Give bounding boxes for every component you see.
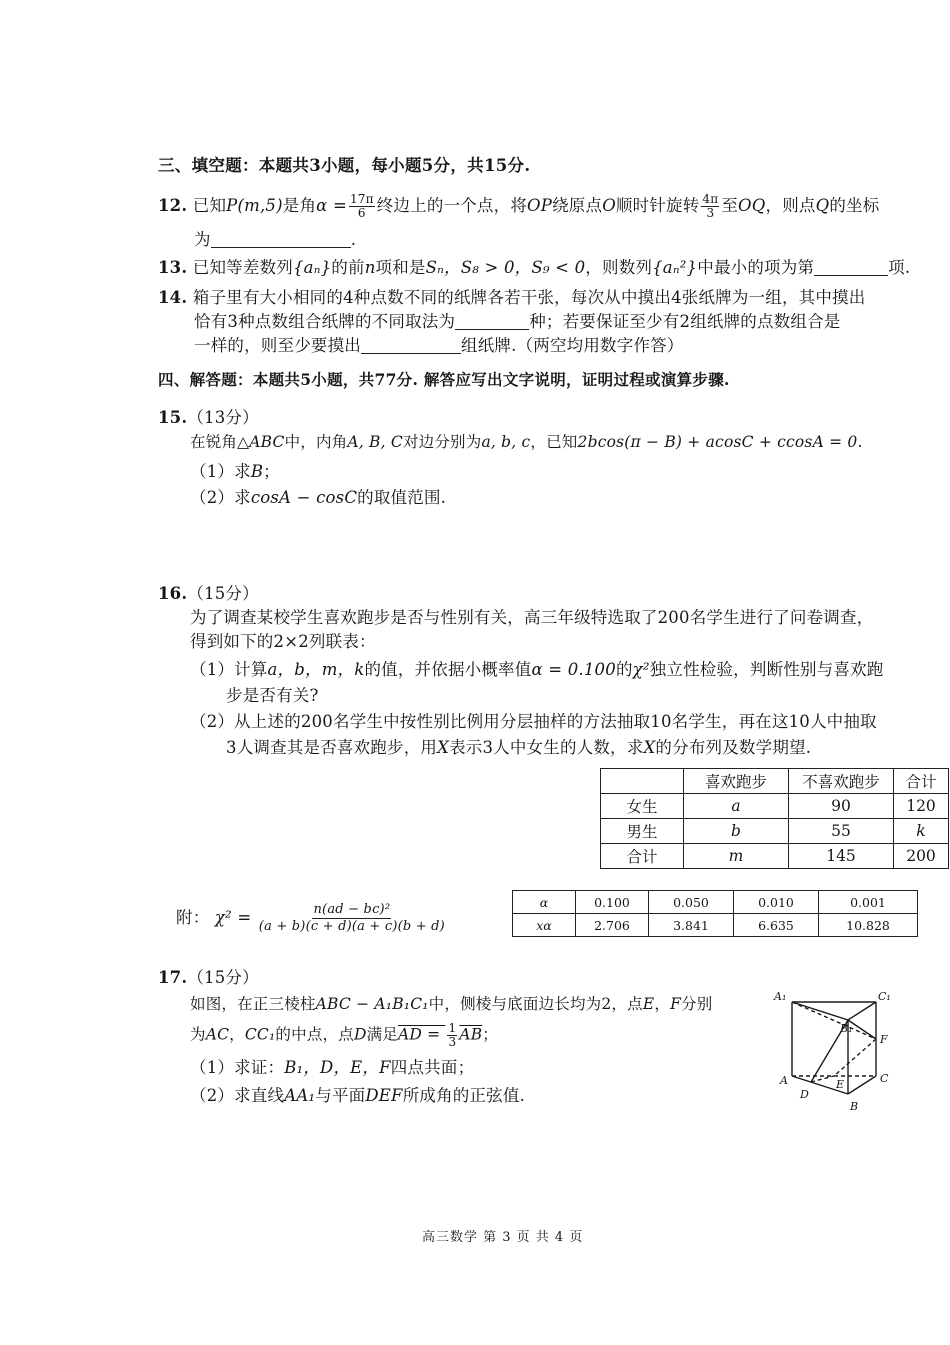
table-cell: 0.010 xyxy=(734,891,819,914)
label-b: B xyxy=(850,1100,859,1113)
question-17-part2 xyxy=(190,1082,525,1106)
text: 独立性检验，判断性别与喜欢跑 xyxy=(649,660,884,679)
math: α = 0.100 xyxy=(531,660,616,679)
question-16-part2-line1: （2）从上述的200名学生中按性别比例用分层抽样的方法抽取10名学生，再在这10人中抽取 xyxy=(190,712,877,731)
appendix-formula xyxy=(176,902,447,935)
text: 的取值范围. xyxy=(357,488,447,507)
table-cell: b xyxy=(684,819,789,844)
text: 组纸牌.（两空均用数字作答） xyxy=(461,336,684,355)
math: DEF xyxy=(365,1086,403,1105)
denominator: (a + b)(c + d)(a + c)(b + d) xyxy=(258,919,445,934)
table-cell: 0.100 xyxy=(576,891,649,914)
math: O xyxy=(602,196,616,215)
text: 绕原点 xyxy=(552,196,603,215)
table-cell: 6.635 xyxy=(734,914,819,937)
table-row xyxy=(513,914,918,937)
text: . xyxy=(350,230,357,249)
text: 如图，在正三棱柱 xyxy=(190,995,316,1013)
text: 所成角的正弦值. xyxy=(402,1086,526,1105)
text: （1）计算 xyxy=(190,660,268,679)
question-score: （13分） xyxy=(187,408,259,427)
edge-b1c1 xyxy=(848,1002,876,1020)
text: 四点共面； xyxy=(390,1058,475,1077)
text: 种；若要保证至少有2组纸牌的点数组合是 xyxy=(529,312,841,331)
text: ，则点 xyxy=(765,196,816,215)
answer-blank[interactable] xyxy=(211,231,351,248)
table-cell: xα xyxy=(513,914,576,937)
table-row xyxy=(601,819,949,844)
math: cosA − cosC xyxy=(250,488,358,507)
question-score: （15分） xyxy=(187,968,259,987)
question-12 xyxy=(158,192,879,220)
edge-a1b1 xyxy=(792,1002,848,1020)
question-number: 13. xyxy=(158,258,188,277)
prism-figure xyxy=(770,984,900,1120)
math: X xyxy=(643,738,656,757)
text: 中，内角 xyxy=(284,433,348,451)
math: a，b，m，k xyxy=(267,660,365,679)
fraction xyxy=(447,1022,457,1049)
question-number: 12. xyxy=(158,196,188,215)
table-cell: 10.828 xyxy=(819,914,918,937)
question-12-cont xyxy=(194,226,356,250)
label-e: E xyxy=(836,1078,845,1091)
section-4-title: 四、解答题：本题共5小题，共77分. 解答应写出文字说明，证明过程或演算步骤. xyxy=(158,370,730,389)
question-16-stem1: 为了调查某校学生喜欢跑步是否与性别有关，高三年级特选取了200名学生进行了问卷调查， xyxy=(190,608,874,627)
answer-blank[interactable] xyxy=(455,313,529,330)
text: 中，侧棱与底面边长均为2，点 xyxy=(428,995,643,1013)
math: AC xyxy=(205,1025,230,1044)
text: 为 xyxy=(190,1025,206,1044)
text: ； xyxy=(263,462,280,481)
numerator: 1 xyxy=(448,1021,457,1035)
math: OP xyxy=(527,196,553,215)
table-cell: 合计 xyxy=(894,769,949,794)
line-a1-f xyxy=(792,1002,876,1039)
label-a: A xyxy=(780,1074,788,1087)
question-16-part1 xyxy=(190,656,883,680)
question-17-stem2 xyxy=(190,1022,498,1049)
math: a, b, c xyxy=(481,433,531,451)
text: 已知 xyxy=(192,196,227,215)
math: Q xyxy=(815,196,830,215)
label-d: D xyxy=(800,1088,809,1101)
table-cell: m xyxy=(684,844,789,869)
text: 项. xyxy=(888,258,911,277)
denominator: 6 xyxy=(357,206,366,220)
text: ， xyxy=(654,995,671,1013)
table-cell: 合计 xyxy=(601,844,684,869)
vector-ab: $\overline{AB}$ xyxy=(459,1025,483,1044)
label-b1: B₁ xyxy=(840,1022,853,1035)
fraction xyxy=(701,193,719,220)
math: E xyxy=(642,995,655,1013)
text: 中最小的项为第 xyxy=(697,258,815,277)
table-cell: 90 xyxy=(789,794,894,819)
text: 为 xyxy=(194,230,211,249)
math: χ² xyxy=(632,660,650,679)
label-c: C xyxy=(880,1072,889,1085)
question-16-header xyxy=(158,580,259,604)
text: 表示3人中女生的人数，求 xyxy=(449,738,644,757)
question-14 xyxy=(158,284,865,308)
text: 恰有3种点数组合纸牌的不同取法为 xyxy=(194,312,456,331)
text: 是角 xyxy=(282,196,317,215)
text: 的值，并依据小概率值 xyxy=(364,660,532,679)
table-row xyxy=(601,794,949,819)
text: 附： xyxy=(176,908,210,927)
table-cell: 0.001 xyxy=(819,891,918,914)
label-a1: A₁ xyxy=(774,990,787,1003)
math: Sₙ，S₈ > 0，S₉ < 0 xyxy=(425,258,586,277)
table-cell: α xyxy=(513,891,576,914)
math: OQ xyxy=(738,196,766,215)
question-15-part1 xyxy=(190,458,280,482)
text: 箱子里有大小相同的4种点数不同的纸牌各若干张，每次从中摸出4张纸牌为一组，其中摸出 xyxy=(192,288,866,307)
question-number: 14. xyxy=(158,288,188,307)
math: ABC − A₁B₁C₁ xyxy=(315,995,429,1013)
table-cell: k xyxy=(894,819,949,844)
text: （2）求直线 xyxy=(190,1086,285,1105)
text: 与平面 xyxy=(315,1086,366,1105)
text: 3人调查其是否喜欢跑步，用 xyxy=(226,738,438,757)
denominator: 3 xyxy=(448,1035,457,1049)
question-15-header xyxy=(158,404,259,428)
text: 顺时针旋转 xyxy=(615,196,700,215)
text: 终边上的一个点，将 xyxy=(376,196,528,215)
math: △ABC xyxy=(237,433,285,451)
text: 的坐标 xyxy=(829,196,880,215)
numerator: n(ad − bc)² xyxy=(313,902,391,917)
text: 一样的，则至少要摸出 xyxy=(194,336,361,355)
math: B xyxy=(250,462,264,481)
math: X xyxy=(437,738,450,757)
text: 的 xyxy=(615,660,633,679)
text: 至 xyxy=(721,196,739,215)
answer-blank[interactable] xyxy=(814,259,888,276)
math: CC₁ xyxy=(244,1025,276,1044)
math: 2bcos(π − B) + acosC + ccosA = 0 xyxy=(577,433,858,451)
math: B₁，D，E，F xyxy=(284,1058,391,1077)
question-number: 17. xyxy=(158,968,188,987)
label-c1: C₁ xyxy=(878,990,891,1003)
table-row xyxy=(601,844,949,869)
text: ，则数列 xyxy=(585,258,653,277)
math: n xyxy=(364,258,376,277)
question-16-part1-cont: 步是否有关? xyxy=(226,686,319,705)
text: 项和是 xyxy=(375,258,426,277)
math: {aₙ} xyxy=(292,258,332,277)
text: （1）求 xyxy=(190,462,251,481)
text: 分别 xyxy=(681,995,713,1013)
question-15-stem xyxy=(190,430,863,452)
table-cell: 3.841 xyxy=(649,914,734,937)
text: （1）求证： xyxy=(190,1058,285,1077)
vector-ad: AD = xyxy=(397,1025,446,1044)
table-row xyxy=(513,891,918,914)
math: D xyxy=(353,1025,367,1044)
text: （2）求 xyxy=(190,488,251,507)
section-3-title: 三、填空题：本题共3小题，每小题5分，共15分. xyxy=(158,156,531,175)
table-cell: 200 xyxy=(894,844,949,869)
table-cell: a xyxy=(684,794,789,819)
line-f-e xyxy=(834,1039,876,1076)
table-cell: 145 xyxy=(789,844,894,869)
table-cell: 55 xyxy=(789,819,894,844)
question-16-part2-line2 xyxy=(226,734,811,758)
table-cell: 不喜欢跑步 xyxy=(789,769,894,794)
critical-value-table xyxy=(512,890,918,937)
text: . xyxy=(857,433,863,451)
contingency-table xyxy=(600,768,949,869)
text: 的前 xyxy=(331,258,365,277)
math: F xyxy=(670,995,682,1013)
fraction xyxy=(349,193,375,220)
table-cell: 喜欢跑步 xyxy=(684,769,789,794)
answer-blank[interactable] xyxy=(361,337,461,354)
math: AA₁ xyxy=(284,1086,316,1105)
table-cell: 男生 xyxy=(601,819,684,844)
text: 在锐角 xyxy=(190,433,238,451)
question-score: （15分） xyxy=(187,584,259,603)
question-number: 15. xyxy=(158,408,188,427)
text: 的分布列及数学期望. xyxy=(655,738,812,757)
math: α = xyxy=(316,196,347,215)
math: A, B, C xyxy=(347,433,403,451)
text: 对边分别为 xyxy=(402,433,482,451)
denominator: 3 xyxy=(706,206,715,220)
table-cell: 0.050 xyxy=(649,891,734,914)
question-16-stem2: 得到如下的2×2列联表： xyxy=(190,632,376,651)
math: χ² = xyxy=(214,908,252,927)
text: ； xyxy=(482,1025,498,1044)
math: P(m,5) xyxy=(226,196,283,215)
text: 满足 xyxy=(366,1025,398,1044)
question-13 xyxy=(158,254,910,278)
question-17-part1 xyxy=(190,1054,474,1078)
numerator: 17π xyxy=(349,192,374,206)
question-14-line3 xyxy=(194,332,684,356)
page-footer: 高三数学 第 3 页 共 4 页 xyxy=(422,1230,584,1245)
text: ，已知 xyxy=(530,433,578,451)
math: {aₙ²} xyxy=(652,258,698,277)
text: 已知等差数列 xyxy=(192,258,293,277)
question-number: 16. xyxy=(158,584,188,603)
table-cell: 女生 xyxy=(601,794,684,819)
table-cell xyxy=(601,769,684,794)
table-header-row xyxy=(601,769,949,794)
question-17-header xyxy=(158,964,259,988)
question-15-part2 xyxy=(190,484,446,508)
question-17-stem1 xyxy=(190,992,712,1014)
table-cell: 120 xyxy=(894,794,949,819)
question-14-line2 xyxy=(194,308,841,332)
label-f: F xyxy=(880,1033,888,1046)
table-cell: 2.706 xyxy=(576,914,649,937)
numerator: 4π xyxy=(702,192,719,206)
text: ， xyxy=(229,1025,245,1044)
chi-square-fraction xyxy=(259,902,445,935)
text: 的中点，点 xyxy=(275,1025,354,1044)
edge-bc xyxy=(848,1076,876,1094)
